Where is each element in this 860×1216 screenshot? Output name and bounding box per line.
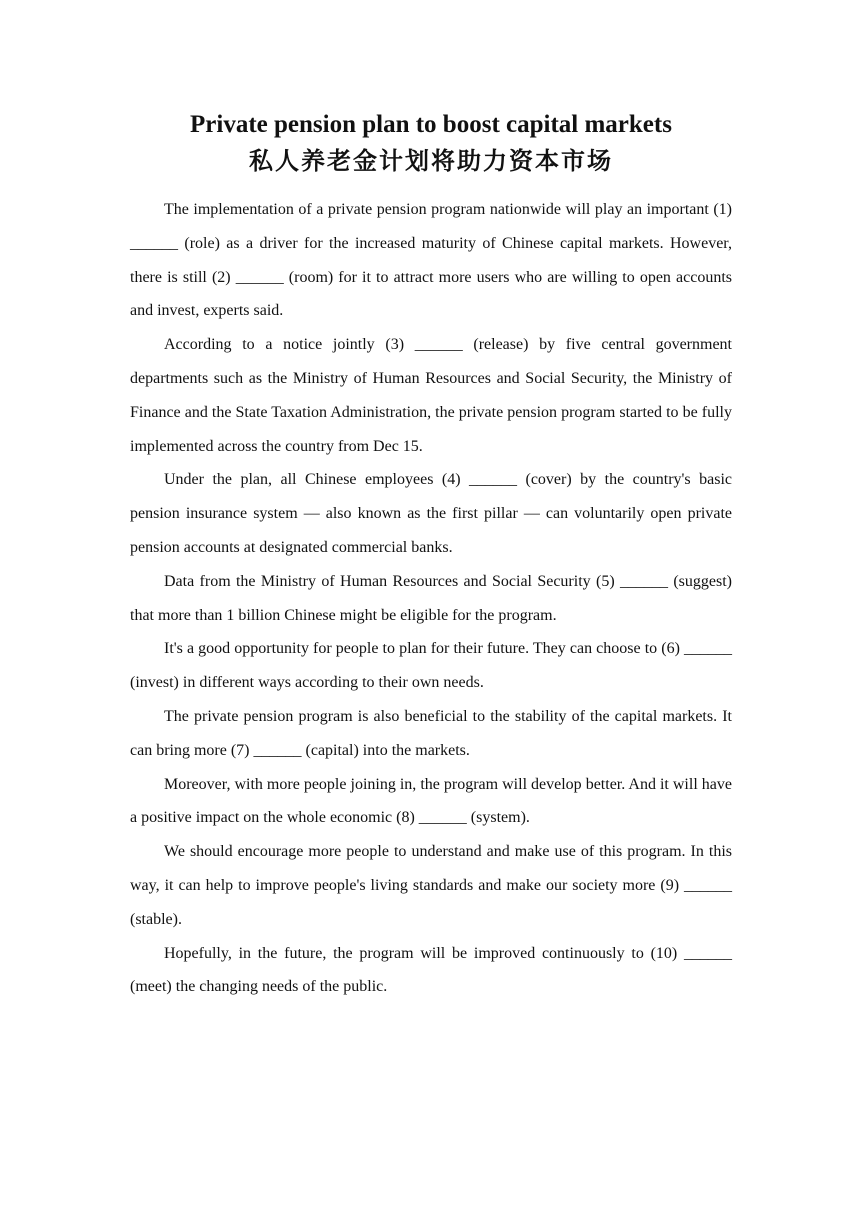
paragraph-3: Under the plan, all Chinese employees (4) ______ (cover) by the country's basic pension insurance system — also known as the first pillar — can voluntarily open private pension accounts at designated commercial banks. <box>130 471 732 556</box>
document-page <box>130 108 732 1004</box>
paragraph-2: According to a notice jointly (3) ______ (release) by five central government departments such as the Ministry of Human Resources and Social Security, the Ministry of Finance and the State Taxation Administration, the private pension program started to be fully implemented across the country from Dec 15. <box>130 336 732 455</box>
title-chinese: 私人养老金计划将助力资本市场 <box>249 146 613 175</box>
paragraph-9: Hopefully, in the future, the program will be improved continuously to (10) ______ (meet) the changing needs of the public. <box>130 944 732 996</box>
paragraph-5: It's a good opportunity for people to plan for their future. They can choose to (6) ______ (invest) in different ways according to their own needs. <box>130 640 732 692</box>
paragraph-8: We should encourage more people to understand and make use of this program. In this way, it can help to improve people's living standards and make our society more (9) ______ (stable). <box>130 843 732 928</box>
title-english: Private pension plan to boost capital markets <box>190 111 672 138</box>
paragraph-1: The implementation of a private pension program nationwide will play an important (1) ______ (role) as a driver for the increased maturity of Chinese capital markets. However, there is still (2) ______ (room) for it to attract more users who are willing to open accounts and invest, experts said. <box>130 201 732 320</box>
paragraph-6: The private pension program is also beneficial to the stability of the capital markets. It can bring more (7) ______ (capital) into the markets. <box>130 707 732 759</box>
paragraph-7: Moreover, with more people joining in, the program will develop better. And it will have a positive impact on the whole economic (8) ______ (system). <box>130 775 732 827</box>
paragraph-4: Data from the Ministry of Human Resources and Social Security (5) ______ (suggest) that more than 1 billion Chinese might be eligible for the program. <box>130 572 732 624</box>
